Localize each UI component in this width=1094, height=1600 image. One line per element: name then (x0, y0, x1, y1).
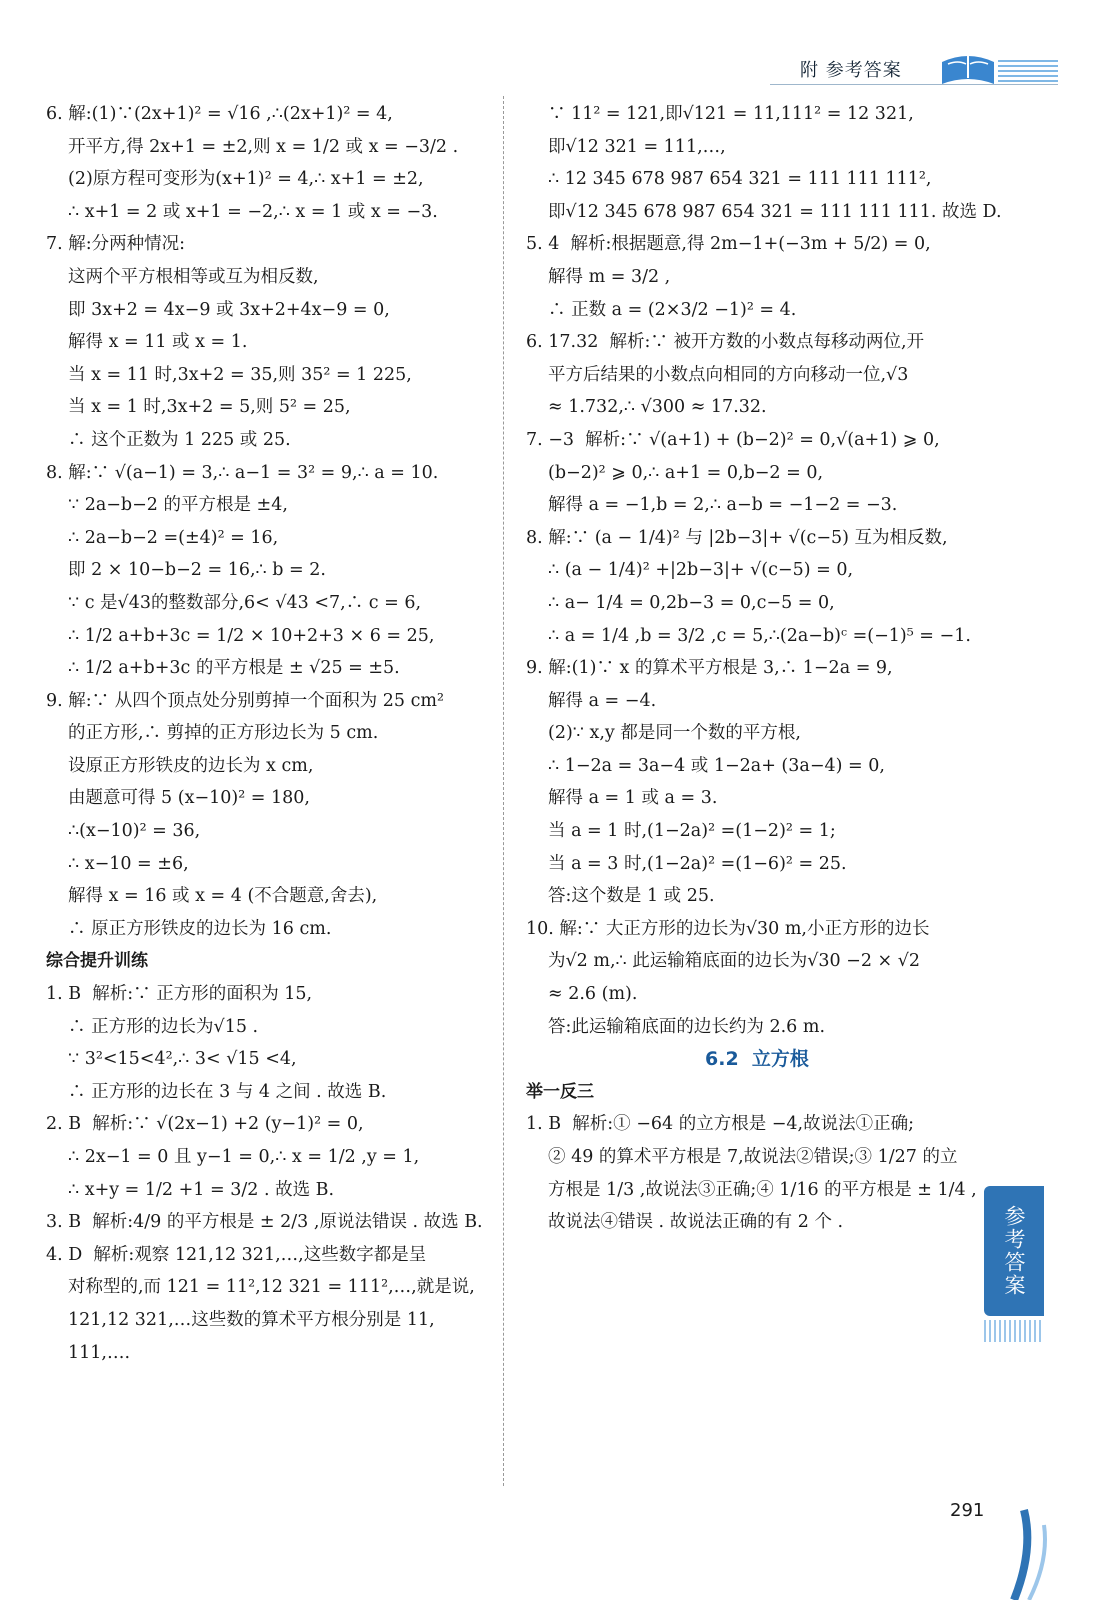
text-line: (2)∵ x,y 都是同一个数的平方根, (548, 723, 801, 744)
section-heading: 举一反三 (526, 1081, 594, 1102)
text-line: 7. 解:分两种情况: (46, 234, 186, 255)
text-line: 解得 m = 3/2 , (548, 266, 671, 287)
text-line: (2)原方程可变形为(x+1)² = 4,∴ x+1 = ±2, (68, 169, 424, 190)
text-line: ∵ c 是√43的整数部分,6< √43 <7,∴ c = 6, (68, 592, 422, 613)
text-line: ∵ 2a−b−2 的平方根是 ±4, (68, 495, 288, 516)
text-line: ∴ a = 1/4 ,b = 3/2 ,c = 5,∴(2a−b)ᶜ =(−1)⁵ = −1. (548, 625, 971, 646)
text-line: ② 49 的算术平方根是 7,故说法②错误;③ 1/27 的立 (548, 1147, 958, 1167)
text-line: (b−2)² ⩾ 0,∴ a+1 = 0,b−2 = 0, (548, 462, 824, 483)
page-header (770, 50, 1058, 90)
text-line: ∴ 原正方形铁皮的边长为 16 cm. (68, 918, 332, 939)
text-line: ∴ 正方形的边长在 3 与 4 之间 . 故选 B. (68, 1081, 387, 1102)
text-line: 对称型的,而 121 = 11²,12 321 = 111²,…,就是说, (68, 1277, 475, 1298)
text-line: ∴ 2a−b−2 =(±4)² = 16, (68, 527, 279, 548)
text-line: 即√12 345 678 987 654 321 = 111 111 111. 故选 D. (548, 201, 1002, 222)
text-line: 由题意可得 5 (x−10)² = 180, (68, 788, 310, 809)
text-line: 即 2 × 10−b−2 = 16,∴ b = 2. (68, 560, 326, 581)
text-line: 10. 解:∵ 大正方形的边长为√30 m,小正方形的边长 (526, 918, 930, 939)
text-line: ∴ 12 345 678 987 654 321 = 111 111 111², (548, 169, 932, 190)
text-line: 4. D 解析:观察 121,12 321,…,这些数字都是呈 (46, 1244, 427, 1265)
text-line: ≈ 1.732,∴ √300 ≈ 17.32. (548, 397, 767, 418)
text-line: ∴(x−10)² = 36, (68, 821, 201, 842)
text-line: 设原正方形铁皮的边长为 x cm, (68, 755, 314, 776)
text-line: ∴ 正数 a = (2×3/2 −1)² = 4. (548, 299, 797, 320)
column-divider (503, 96, 504, 1486)
text-line: 111,…. (68, 1342, 131, 1363)
text-line: ∵ 3²<15<4²,∴ 3< √15 <4, (68, 1049, 297, 1070)
text-line: 9. 解:∵ 从四个顶点处分别剪掉一个面积为 25 cm² (46, 690, 445, 711)
book-icon (938, 48, 998, 88)
text-line: ∴ 这个正数为 1 225 或 25. (68, 429, 291, 450)
header-title: 附 参考答案 (800, 60, 902, 81)
text-line: ∴ a− 1/4 = 0,2b−3 = 0,c−5 = 0, (548, 592, 835, 613)
page-number: 291 (950, 1500, 985, 1521)
text-line: 为√2 m,∴ 此运输箱底面的边长为√30 −2 × √2 (548, 951, 921, 972)
text-line: ∴ x+1 = 2 或 x+1 = −2,∴ x = 1 或 x = −3. (68, 201, 438, 222)
text-line: 8. 解:∵ (a − 1/4)² 与 |2b−3|+ √(c−5) 互为相反数, (526, 527, 948, 548)
right-column (526, 98, 1002, 1239)
text-line: ∴ x−10 = ±6, (68, 853, 189, 874)
text-line: 当 a = 3 时,(1−2a)² =(1−6)² = 25. (548, 853, 847, 874)
text-line: 6. 解:(1)∵(2x+1)² = √16 ,∴(2x+1)² = 4, (46, 104, 393, 124)
text-line: 6. 17.32 解析:∵ 被开方数的小数点每移动两位,开 (526, 332, 925, 353)
text-line: 1. B 解析:① −64 的立方根是 −4,故说法①正确; (526, 1114, 915, 1135)
text-line: 2. B 解析:∵ √(2x−1) +2 (y−1)² = 0, (46, 1114, 364, 1135)
text-line: 3. B 解析:4/9 的平方根是 ± 2/3 ,原说法错误 . 故选 B. (46, 1212, 483, 1233)
text-line: 这两个平方根相等或互为相反数, (68, 266, 319, 287)
text-line: 9. 解:(1)∵ x 的算术平方根是 3,∴ 1−2a = 9, (526, 658, 893, 679)
text-line: ∴ x+y = 1/2 +1 = 3/2 . 故选 B. (68, 1179, 335, 1200)
text-line: ∴ 1−2a = 3a−4 或 1−2a+ (3a−4) = 0, (548, 755, 885, 776)
text-line: 5. 4 解析:根据题意,得 2m−1+(−3m + 5/2) = 0, (526, 234, 931, 255)
text-line: 解得 x = 11 或 x = 1. (68, 332, 248, 353)
text-line: 1. B 解析:∵ 正方形的面积为 15, (46, 984, 313, 1005)
text-line: 故说法④错误 . 故说法正确的有 2 个 . (548, 1212, 844, 1233)
text-line: 解得 x = 16 或 x = 4 (不合题意,舍去), (68, 886, 378, 907)
text-line: ∴ 正方形的边长为√15 . (68, 1016, 259, 1037)
text-line: 当 x = 11 时,3x+2 = 35,则 35² = 1 225, (68, 364, 412, 385)
text-line: 当 a = 1 时,(1−2a)² =(1−2)² = 1; (548, 821, 836, 842)
header-stripes (998, 60, 1058, 82)
text-line: 解得 a = −4. (548, 690, 657, 711)
text-line: ∴ 2x−1 = 0 且 y−1 = 0,∴ x = 1/2 ,y = 1, (68, 1147, 420, 1167)
text-line: 7. −3 解析:∵ √(a+1) + (b−2)² = 0,√(a+1) ⩾ 0, (526, 429, 940, 450)
text-line: ∴ 1/2 a+b+3c = 1/2 × 10+2+3 × 6 = 25, (68, 625, 435, 646)
text-line: 8. 解:∵ √(a−1) = 3,∴ a−1 = 3² = 9,∴ a = 10. (46, 462, 439, 483)
corner-decoration-icon (954, 1490, 1094, 1600)
text-line: 答:这个数是 1 或 25. (548, 886, 715, 907)
text-line: 即 3x+2 = 4x−9 或 3x+2+4x−9 = 0, (68, 299, 390, 320)
text-line: ∴ (a − 1/4)² +|2b−3|+ √(c−5) = 0, (548, 560, 854, 581)
text-line: 解得 a = 1 或 a = 3. (548, 788, 718, 809)
header-rule (770, 84, 1058, 85)
section-title: 6.2 立方根 (705, 1048, 809, 1071)
text-line: ∴ 1/2 a+b+3c 的平方根是 ± √25 = ±5. (68, 658, 400, 679)
text-line: 的正方形,∴ 剪掉的正方形边长为 5 cm. (68, 723, 379, 744)
text-line: 121,12 321,…这些数的算术平方根分别是 11, (68, 1309, 435, 1330)
text-line: 解得 a = −1,b = 2,∴ a−b = −1−2 = −3. (548, 495, 898, 516)
text-line: 当 x = 1 时,3x+2 = 5,则 5² = 25, (68, 397, 351, 418)
left-column (46, 98, 496, 1369)
text-line: 开平方,得 2x+1 = ±2,则 x = 1/2 或 x = −3/2 . (68, 136, 459, 157)
text-line: ∵ 11² = 121,即√121 = 11,111² = 12 321, (548, 104, 914, 124)
side-stripes (984, 1320, 1044, 1342)
text-line: 即√12 321 = 111,…, (548, 136, 726, 157)
text-line: 平方后结果的小数点向相同的方向移动一位,√3 (548, 364, 909, 385)
text-line: 答:此运输箱底面的边长约为 2.6 m. (548, 1016, 826, 1037)
section-heading: 综合提升训练 (46, 951, 148, 972)
side-tab: 参考答案 (984, 1186, 1044, 1316)
text-line: 方根是 1/3 ,故说法③正确;④ 1/16 的平方根是 ± 1/4 , (548, 1179, 977, 1200)
text-line: ≈ 2.6 (m). (548, 984, 638, 1005)
